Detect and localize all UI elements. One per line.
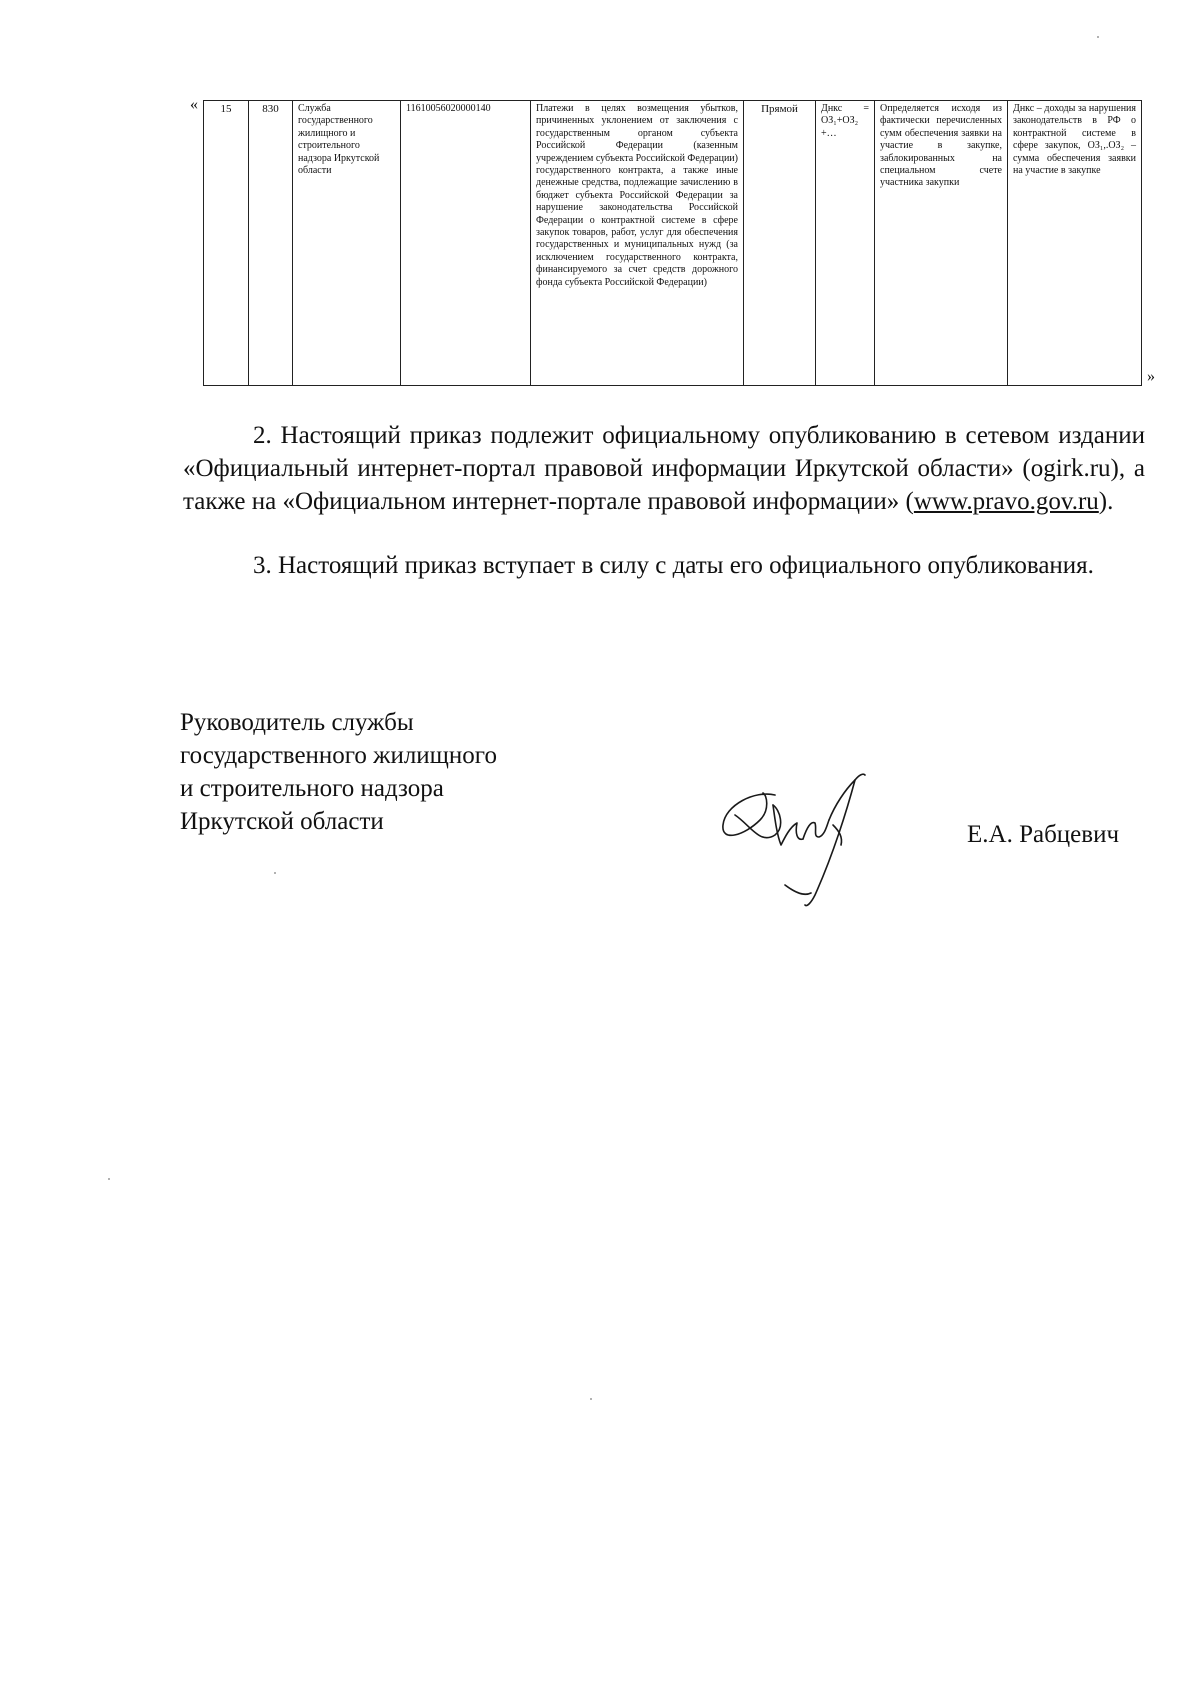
- handwritten-signature: [715, 765, 915, 925]
- cell-description: Платежи в целях возмещения убытков, причиненных уклонением от заключения с государственным органом субъекта Российской Федерации (казенным учреждением субъекта Российской Федерации) государственного контракта, а также иные денежные средства, подлежащие зачислению в бюджет субъекта Российской Федерации за нарушение законодательства Российской Федерации о контрактной системе в сфере закупок товаров, работ, услуг для обеспечения государственных и муниципальных нужд (за исключением государственного контракта, финансируемого за счет средств дорожного фонда субъекта Российской Федерации): [531, 101, 744, 386]
- cell-indicators: Днкс – доходы за нарушения законодательств в РФ о контрактной системе в сфере закупок, ОЗ₁,.ОЗ₂ – сумма обеспечения заявки на участие в закупке: [1008, 101, 1142, 386]
- scan-speck: [1097, 36, 1099, 38]
- cell-formula: Днкс = ОЗ₁+ОЗ₂ +…: [816, 101, 875, 386]
- signatory-name: Е.А. Рабцевич: [967, 821, 1120, 848]
- table-open-quote: «: [190, 96, 198, 113]
- scan-speck: [108, 1178, 110, 1180]
- table-close-quote: »: [1147, 368, 1155, 385]
- position-line: Руководитель службы: [180, 709, 414, 736]
- paragraph-3: 3. Настоящий приказ вступает в силу с даты его официального опубликования.: [253, 552, 1094, 579]
- pravo-link[interactable]: www.pravo.gov.ru: [913, 488, 1099, 515]
- position-line: государственного жилищного: [180, 742, 497, 769]
- cell-row-number: 15: [204, 101, 249, 386]
- revenue-table: [203, 100, 1142, 386]
- scan-speck: [590, 1398, 592, 1400]
- table-row: [204, 101, 1142, 386]
- paragraph-2-text: 2. Настоящий приказ подлежит официальному опубликованию в сетевом издании «Официальный интернет-портал правовой информации Иркутской области» (ogirk.ru), а также на «Официальном интернет-портале правовой информации» (: [183, 422, 1145, 515]
- paragraph-2: [183, 419, 1145, 518]
- paragraph-2-end: ).: [1098, 488, 1114, 515]
- cell-administrator: Служба государственного жилищного и строительного надзора Иркутской области: [293, 101, 401, 386]
- cell-algorithm: Определяется исходя из фактически перечисленных сумм обеспечения заявки на участие в закупке, заблокированных на специальном счете участника закупки: [875, 101, 1008, 386]
- cell-kbk: 11610056020000140: [401, 101, 531, 386]
- signatory-position: [180, 706, 497, 838]
- cell-admin-code: 830: [249, 101, 293, 386]
- scan-speck: [274, 872, 276, 874]
- cell-method: Прямой: [744, 101, 816, 386]
- position-line: Иркутской области: [180, 808, 384, 835]
- position-line: и строительного надзора: [180, 775, 444, 802]
